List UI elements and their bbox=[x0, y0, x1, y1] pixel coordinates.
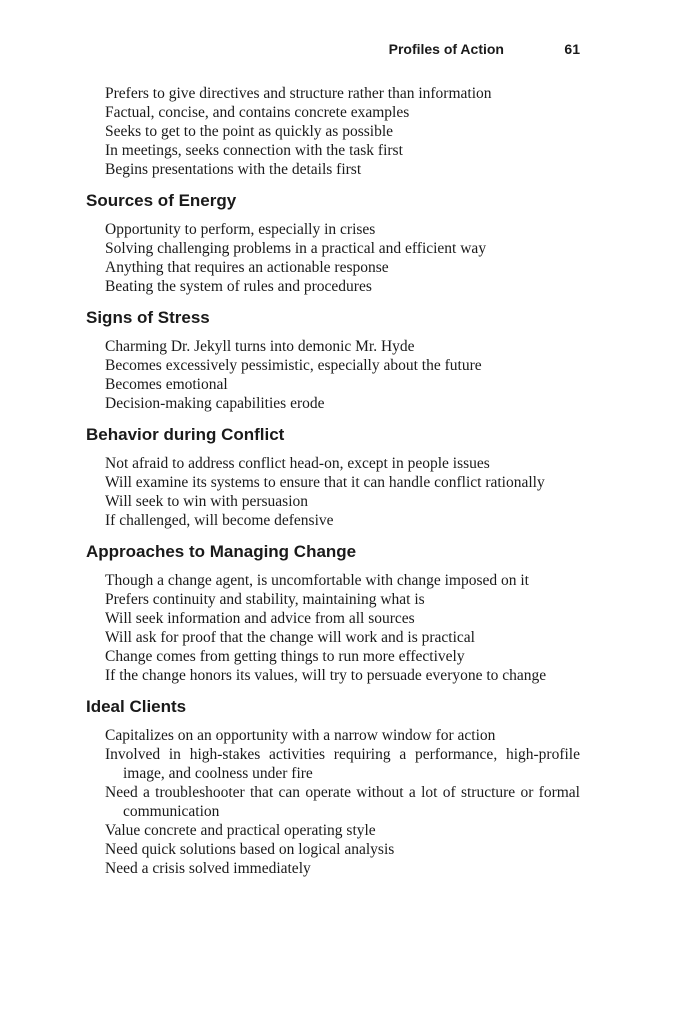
section-heading: Ideal Clients bbox=[86, 697, 187, 716]
section-managing-change bbox=[86, 542, 580, 685]
page-content bbox=[86, 84, 580, 878]
list-item: Prefers to give directives and structure rather than information bbox=[105, 85, 492, 102]
item-list bbox=[86, 220, 580, 296]
running-head bbox=[0, 41, 682, 61]
list-item: Will seek to win with persuasion bbox=[105, 493, 308, 510]
list-item: Need a troubleshooter that can operate without a lot of structure or formal communication bbox=[105, 784, 580, 820]
section-heading: Signs of Stress bbox=[86, 308, 210, 327]
section-signs-of-stress bbox=[86, 308, 580, 413]
list-item: Charming Dr. Jekyll turns into demonic Mr. Hyde bbox=[105, 338, 415, 355]
list-item: If the change honors its values, will try to persuade everyone to change bbox=[105, 667, 547, 684]
running-title: Profiles of Action bbox=[388, 41, 504, 57]
list-item: If challenged, will become defensive bbox=[105, 512, 334, 529]
list-item: Involved in high-stakes activities requiring a performance, high-profile image, and coolness under fire bbox=[105, 746, 580, 782]
section-heading: Approaches to Managing Change bbox=[86, 542, 357, 561]
item-list bbox=[86, 454, 580, 530]
list-item: Opportunity to perform, especially in crises bbox=[105, 221, 376, 238]
section-behavior-during-conflict bbox=[86, 425, 580, 530]
list-item: Will examine its systems to ensure that it can handle conflict rationally bbox=[105, 474, 545, 491]
section-sources-of-energy bbox=[86, 191, 580, 296]
item-list bbox=[86, 571, 580, 685]
list-item: Seeks to get to the point as quickly as possible bbox=[105, 123, 394, 140]
list-item: Factual, concise, and contains concrete examples bbox=[105, 104, 410, 121]
section-heading: Sources of Energy bbox=[86, 191, 237, 210]
list-item: Will ask for proof that the change will work and is practical bbox=[105, 629, 475, 646]
list-item: Need quick solutions based on logical analysis bbox=[105, 841, 395, 858]
list-item: Not afraid to address conflict head-on, except in people issues bbox=[105, 455, 490, 472]
list-item: Change comes from getting things to run more effectively bbox=[105, 648, 465, 665]
list-item: Prefers continuity and stability, maintaining what is bbox=[105, 591, 425, 608]
list-item: Becomes emotional bbox=[105, 376, 228, 393]
list-item: Though a change agent, is uncomfortable with change imposed on it bbox=[105, 572, 529, 589]
list-item: Value concrete and practical operating style bbox=[105, 822, 376, 839]
list-item: Solving challenging problems in a practical and efficient way bbox=[105, 240, 487, 257]
list-item: Begins presentations with the details first bbox=[105, 161, 362, 178]
section-heading: Behavior during Conflict bbox=[86, 425, 285, 444]
list-item: Anything that requires an actionable response bbox=[105, 259, 389, 276]
list-item: Will seek information and advice from all sources bbox=[105, 610, 415, 627]
section-ideal-clients bbox=[86, 697, 580, 878]
list-item: Capitalizes on an opportunity with a narrow window for action bbox=[105, 727, 496, 744]
item-list bbox=[86, 337, 580, 413]
item-list bbox=[86, 726, 580, 878]
list-item: Need a crisis solved immediately bbox=[105, 860, 311, 877]
list-item: Beating the system of rules and procedures bbox=[105, 278, 372, 295]
list-item: Decision-making capabilities erode bbox=[105, 395, 325, 412]
item-list bbox=[86, 84, 580, 179]
section-communication-style bbox=[86, 84, 580, 179]
list-item: In meetings, seeks connection with the task first bbox=[105, 142, 403, 159]
list-item: Becomes excessively pessimistic, especially about the future bbox=[105, 357, 482, 374]
page-number: 61 bbox=[564, 41, 580, 57]
